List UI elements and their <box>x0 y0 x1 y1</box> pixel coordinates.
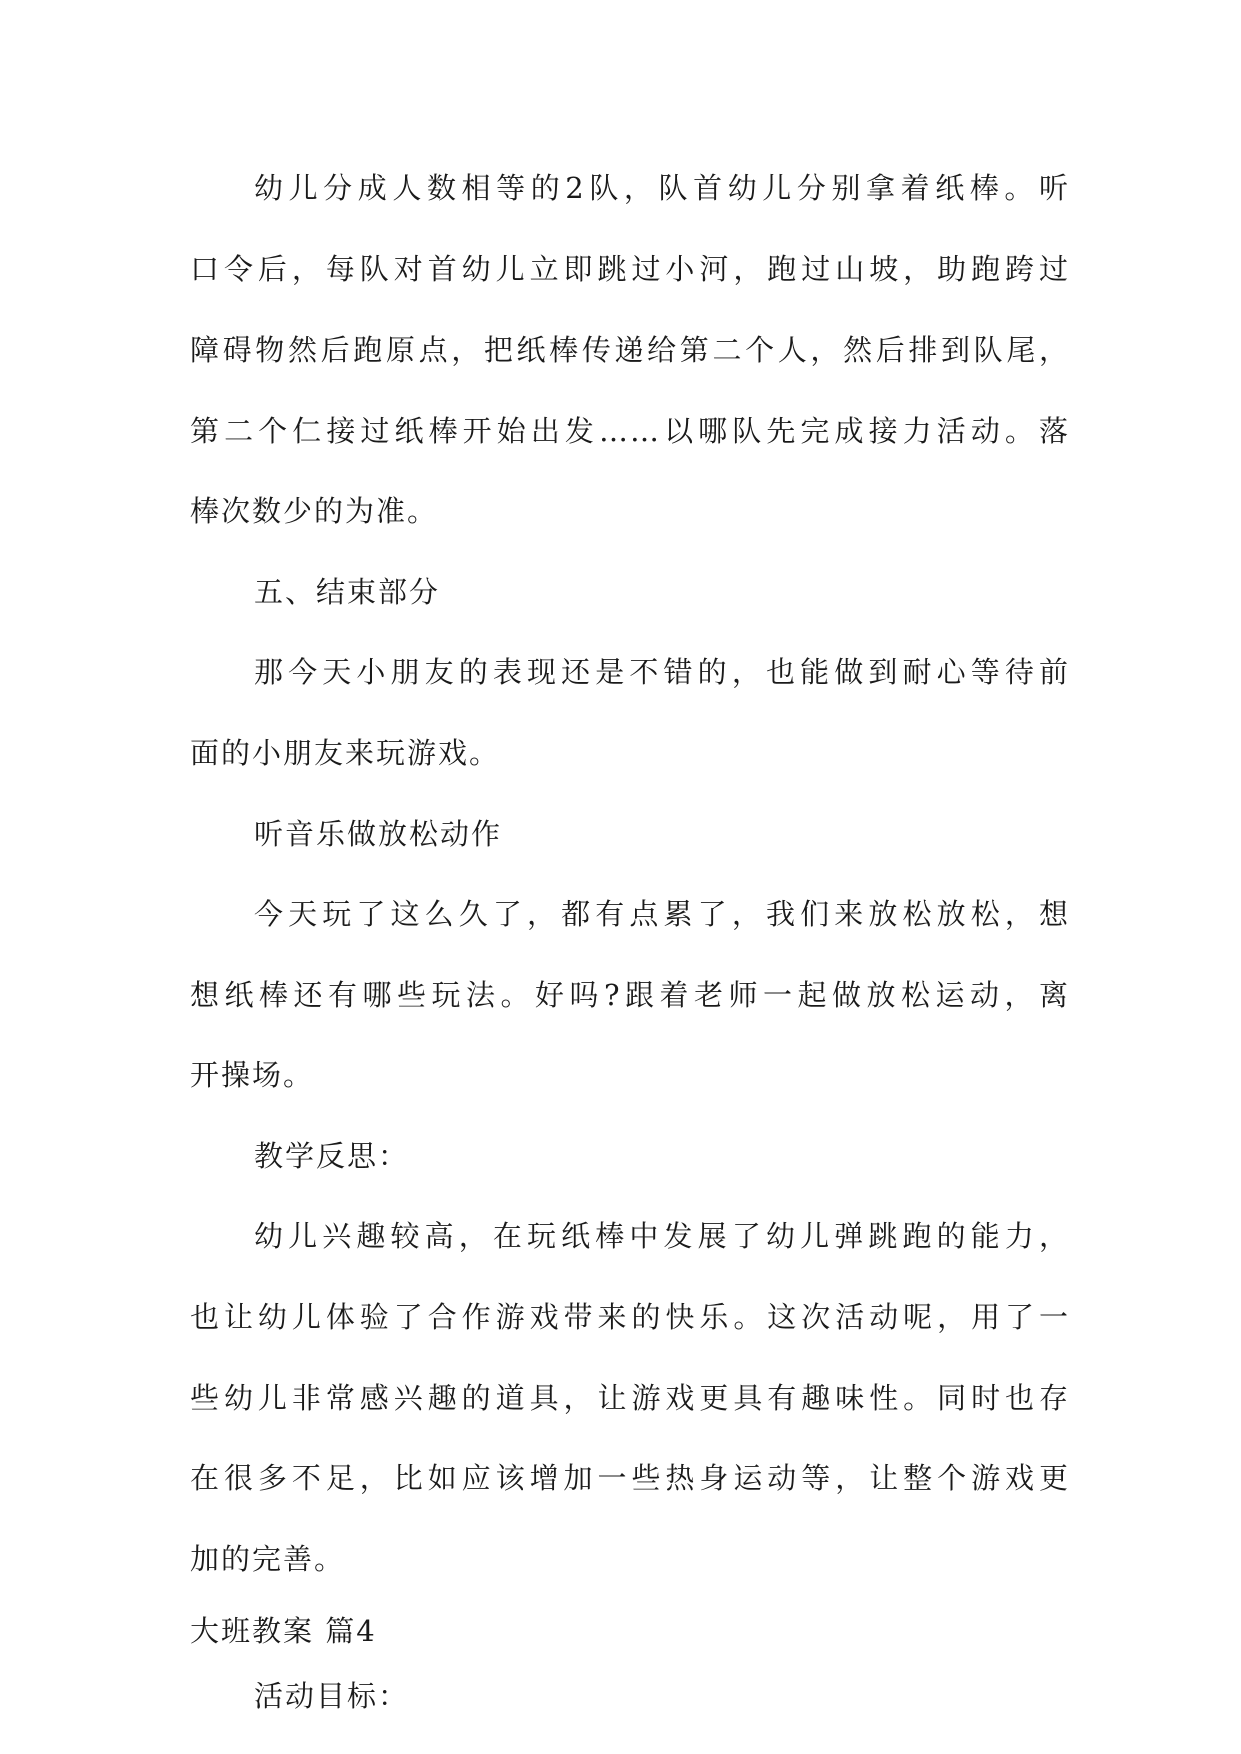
section-heading: 教学反思： <box>254 1139 410 1173</box>
paragraph-line: 加的完善。 <box>190 1542 346 1576</box>
paragraph-line: 口令后，每队对首幼儿立即跳过小河，跑过山坡，助跑跨过 <box>190 252 1070 286</box>
paragraph-line: 面的小朋友来玩游戏。 <box>190 736 501 770</box>
section-heading: 活动目标： <box>254 1679 410 1713</box>
paragraph-line: 棒次数少的为准。 <box>190 494 439 528</box>
paragraph-line: 那今天小朋友的表现还是不错的，也能做到耐心等待前 <box>254 655 1070 689</box>
paragraph-line: 幼儿分成人数相等的2队，队首幼儿分别拿着纸棒。听 <box>254 171 1070 205</box>
paragraph-line: 开操场。 <box>190 1058 315 1092</box>
paragraph-line: 也让幼儿体验了合作游戏带来的快乐。这次活动呢，用了一 <box>190 1300 1070 1334</box>
paragraph-line: 在很多不足，比如应该增加一些热身运动等，让整个游戏更 <box>190 1461 1070 1495</box>
section-heading: 五、结束部分 <box>254 575 441 609</box>
paragraph-line: 今天玩了这么久了，都有点累了，我们来放松放松，想 <box>254 897 1070 931</box>
paragraph-line: 幼儿兴趣较高，在玩纸棒中发展了幼儿弹跳跑的能力， <box>254 1219 1070 1253</box>
paragraph-line: 听音乐做放松动作 <box>254 817 503 851</box>
paragraph-line: 些幼儿非常感兴趣的道具，让游戏更具有趣味性。同时也存 <box>190 1381 1070 1415</box>
paragraph-line: 第二个仁接过纸棒开始出发……以哪队先完成接力活动。落 <box>190 414 1070 448</box>
article-title: 大班教案 篇4 <box>190 1614 377 1648</box>
paragraph-line: 想纸棒还有哪些玩法。好吗?跟着老师一起做放松运动，离 <box>190 978 1070 1012</box>
paragraph-line: 障碍物然后跑原点，把纸棒传递给第二个人，然后排到队尾， <box>190 333 1070 367</box>
